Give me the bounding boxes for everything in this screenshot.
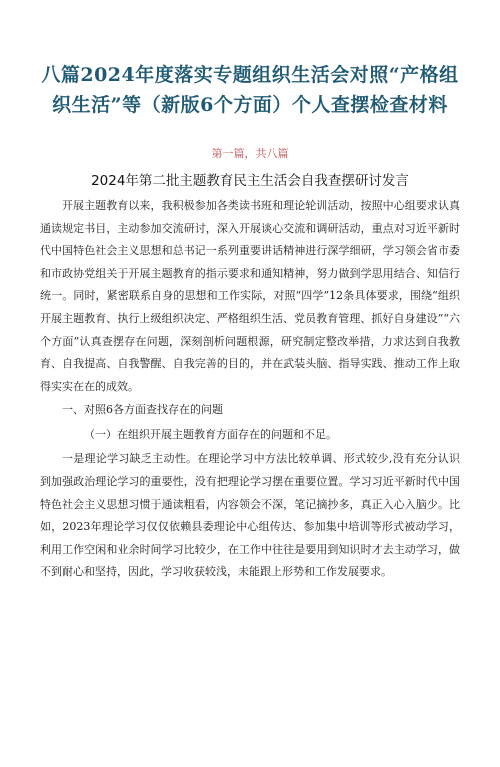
document-title: 八篇2024年度落实专题组织生活会对照“产格组织生活”等（新版6个方面）个人查摆检查材料 — [41, 64, 459, 116]
article-title: 2024年第二批主题教育民主生活会自我查摆研讨发言 — [91, 173, 409, 189]
document-page — [0, 60, 500, 767]
point-paragraph: 一是理论学习缺乏主动性。在理论学习中方法比较单调、形式较少,没有充分认识到加强政治理论学习的重要性，没有把理论学习摆在重要位置。学习习近平新时代中国特色社会主义思想习惯于通读粗看，内容领会不深，笔记摘抄多，真正入心入脑少。比如，2023年理论学习仅仅依赖县委理论中心组传达、参加集中培训等形式被动学习，利用工作空闲和业余时间学习比较少，在工作中往往是要用到知识时才去主动学习，做不到耐心和坚持，因此，学习收获较浅，未能跟上形势和工作发展要求。 — [40, 452, 460, 579]
document-body — [40, 195, 460, 584]
intro-paragraph: 开展主题教育以来，我积极参加各类读书班和理论轮训活动，按照中心组要求认真通读规定书目，主动参加交流研讨，深入开展谈心交流和调研活动，重点对习近平新时代中国特色社会主义思想和总书记一系列重要讲话精神进行深学细研，学习领会省市委和市政协党组关于开展主题教育的指示要求和通知精神，努力做到学思用结合、知信行统一。同时，紧密联系自身的思想和工作实际，对照“四学”12条具体要求，围绕“组织开展主题教育、执行上级组织决定、严格组织生活、党员教育管理、抓好自身建设”“六个方面”认真查摆存在问题，深刻剖析问题根源，研究制定整改举措，力求达到自我教育、自我提高、自我警醒、自我完善的目的，并在武装头脑、指导实践、推动工作上取得实实在在的成效。 — [40, 199, 460, 393]
section-heading: 一、对照6各方面查找存在的问题 — [62, 403, 223, 417]
part-label: 第一篇，共八篇 — [211, 147, 289, 160]
subsection-heading: （一）在组织开展主题教育方面存在的问题和不足。 — [84, 428, 337, 442]
